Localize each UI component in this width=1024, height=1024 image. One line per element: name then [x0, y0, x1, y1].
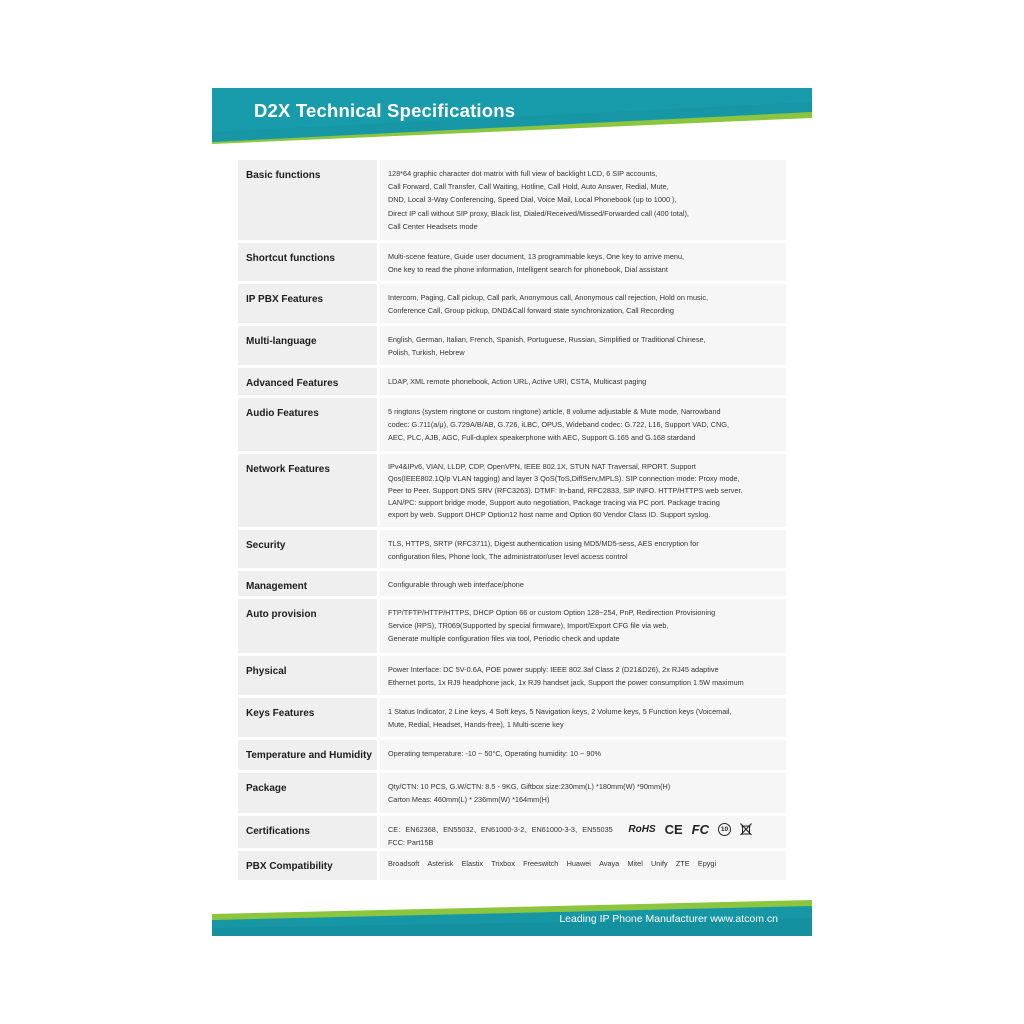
spec-label: Security	[238, 530, 377, 568]
spec-row-security	[238, 530, 786, 568]
spec-value	[380, 398, 786, 451]
spec-table	[238, 160, 786, 883]
spec-row-pbx-compatibility	[238, 851, 786, 880]
spec-line: Call Center Headsets mode	[388, 221, 478, 231]
spec-line: Call Forward, Call Transfer, Call Waiting, Hotline, Call Hold, Auto Answer, Redial, Mute,	[388, 182, 669, 192]
spec-line: Generate multiple configuration files via tool, Periodic check and update	[388, 634, 620, 644]
spec-value	[380, 698, 786, 737]
spec-row-shortcut-functions	[238, 243, 786, 281]
spec-line: AEC, PLC, AJB, AGC, Full-duplex speakerphone with AEC, Support G.165 and G.168 stardand	[388, 433, 696, 443]
ce-mark-icon: CE	[664, 822, 683, 837]
spec-line: FCC: Part15B	[388, 838, 434, 848]
spec-value	[380, 740, 786, 770]
spec-label: Multi-language	[238, 326, 377, 365]
pbx-item: Trixbox	[491, 859, 515, 868]
spec-row-ip-pbx-features	[238, 284, 786, 323]
spec-value	[380, 571, 786, 596]
spec-label: Management	[238, 571, 377, 596]
spec-line: Intercom, Paging, Call pickup, Call park, Anonymous call, Anonymous call rejection, Hold on music,	[388, 293, 708, 302]
pbx-item: ZTE	[675, 859, 690, 868]
spec-line: LAN/PC: support bridge mode, Support auto negotiation, Package tracing via PC port. Package tracing	[388, 498, 720, 507]
spec-line: Peer to Peer. Support DNS SRV (RFC3263). DTMF: In-band, RFC2833, SIP INFO. HTTP/HTTPS web server.	[388, 486, 743, 495]
spec-value	[380, 656, 786, 695]
spec-line: 128*64 graphic character dot matrix with full view of backlight LCD, 6 SIP accounts,	[388, 169, 658, 178]
spec-line: configuration files, Phone lock, The administrator/user level access control	[388, 552, 628, 562]
spec-line: Polish, Turkish, Hebrew	[388, 348, 465, 358]
spec-value	[380, 851, 786, 880]
spec-value	[380, 284, 786, 323]
spec-line: codec: G.711(a/μ), G.729A/B/AB, G.726, iLBC, OPUS, Wideband codec: G.722, L16, Support VAD, CNG,	[388, 420, 729, 430]
spec-label: Physical	[238, 656, 377, 695]
spec-line: IPv4&IPv6, VIAN, LLDP, CDP, OpenVPN, IEEE 802.1X, STUN NAT Traversal, RPORT. Support	[388, 462, 696, 471]
spec-row-network-features	[238, 454, 786, 527]
header-band	[212, 88, 812, 146]
spec-value	[380, 160, 786, 240]
spec-row-physical	[238, 656, 786, 695]
pbx-list	[388, 859, 786, 868]
page-title: D2X Technical Specifications	[254, 100, 516, 121]
spec-row-keys-features	[238, 698, 786, 737]
spec-label: Audio Features	[238, 398, 377, 451]
certification-logos	[628, 822, 752, 837]
spec-row-auto-provision	[238, 599, 786, 653]
pbx-item: Asterisk	[427, 859, 454, 868]
pbx-item: Unify	[651, 859, 668, 868]
fcc-mark-icon: FC	[691, 822, 709, 837]
spec-line: Ethernet ports, 1x RJ9 headphone jack, 1x RJ9 handset jack, Support the power consumption 1.5W maximum	[388, 678, 744, 688]
spec-line: Direct IP call without SIP proxy, Black list, Dialed/Received/Missed/Forwarded call (400 total),	[388, 208, 689, 218]
spec-line: Multi-scene feature, Guide user document, 13 programmable keys, One key to arrive menu,	[388, 252, 685, 261]
spec-row-package	[238, 773, 786, 813]
spec-label: Shortcut functions	[238, 243, 377, 281]
spec-line: English, German, Italian, French, Spanish, Portuguese, Russian, Simplified or Traditional Chinese,	[388, 335, 706, 344]
spec-value	[380, 454, 786, 527]
spec-line: Service (RPS), TR069(Supported by special firmware), Import/Export CFG file via web,	[388, 621, 669, 631]
spec-label: Advanced Features	[238, 368, 377, 395]
pbx-item: Broadsoft	[388, 859, 420, 868]
pbx-item: Elastix	[461, 859, 484, 868]
spec-line: Conference Call, Group pickup, DND&Call forward state synchronization, Call Recording	[388, 306, 674, 316]
spec-row-multi-language	[238, 326, 786, 365]
pbx-item: Avaya	[599, 859, 620, 868]
spec-row-management	[238, 571, 786, 596]
rohs-logo-icon: RoHS	[628, 824, 656, 835]
spec-label: Network Features	[238, 454, 377, 527]
spec-label: Certifications	[238, 816, 377, 848]
spec-line: FTP/TFTP/HTTP/HTTPS, DHCP Option 66 or custom Option 128~254, PnP, Redirection Provisioning	[388, 608, 716, 617]
spec-line: Configurable through web interface/phone	[388, 580, 524, 589]
spec-value	[380, 368, 786, 395]
spec-label: Package	[238, 773, 377, 813]
spec-line: 5 ringtons (system ringtone or custom ringtone) article, 8 volume adjustable & Mute mode, Narrowband	[388, 407, 721, 416]
spec-line: LDAP, XML remote phonebook, Action URL, Active URI, CSTA, Multicast paging	[388, 377, 647, 386]
spec-line: TLS, HTTPS, SRTP (RFC3711), Digest authentication using MD5/MD5-sess, AES encryption for	[388, 539, 699, 548]
spec-line: Carton Meas: 460mm(L) * 236mm(W) *164mm(H)	[388, 795, 550, 805]
footer-band	[212, 894, 812, 936]
spec-label: Temperature and Humidity	[238, 740, 377, 770]
environment-10-icon: 10	[718, 823, 731, 836]
spec-label: IP PBX Features	[238, 284, 377, 323]
spec-line: Power Interface: DC 5V-0.6A, POE power supply: IEEE 802.3af Class 2 (D21&D26), 2x RJ45 adaptive	[388, 665, 719, 674]
spec-line: Qty/CTN: 10 PCS, G.W/CTN: 8.5 - 9KG, Giftbox size:230mm(L) *180mm(W) *90mm(H)	[388, 782, 671, 791]
pbx-item: Huawei	[566, 859, 591, 868]
spec-value	[380, 326, 786, 365]
pbx-item: Freeswitch	[523, 859, 559, 868]
spec-line: export by web. Support DHCP Option12 host name and Option 60 Vendor Class ID. Support syslog.	[388, 510, 711, 519]
pbx-item: Mitel	[627, 859, 643, 868]
spec-label: Basic functions	[238, 160, 377, 240]
spec-row-basic-functions	[238, 160, 786, 240]
spec-line: One key to read the phone information, Intelligent search for phonebook, Dial assistant	[388, 265, 668, 275]
spec-line: Mute, Redial, Headset, Hands-free), 1 Multi-scene key	[388, 720, 564, 730]
spec-row-audio-features	[238, 398, 786, 451]
spec-line: CE：EN62368、EN55032、EN61000-3-2、EN61000-3-3、EN55035	[388, 825, 613, 834]
spec-value	[380, 773, 786, 813]
spec-value	[380, 816, 786, 848]
spec-line: Qos(IEEE802.1Q/p VLAN tagging) and layer 3 QoS(ToS,DiffServ,MPLS). SIP connection mode: Proxy mode,	[388, 474, 740, 483]
spec-label: PBX Compatibility	[238, 851, 377, 880]
spec-line: DND, Local 3-Way Conferencing, Speed Dial, Voice Mail, Local Phonebook (up to 1000 ),	[388, 195, 677, 205]
spec-line: 1 Status Indicator, 2 Line keys, 4 Soft keys, 5 Navigation keys, 2 Volume keys, 5 Function keys (Voicemail,	[388, 707, 732, 716]
spec-value	[380, 530, 786, 568]
spec-value	[380, 243, 786, 281]
spec-row-advanced-features	[238, 368, 786, 395]
footer-tagline: Leading IP Phone Manufacturer www.atcom.cn	[559, 913, 778, 925]
spec-value	[380, 599, 786, 653]
spec-row-certifications	[238, 816, 786, 848]
spec-row-temperature-humidity	[238, 740, 786, 770]
spec-sheet-page	[212, 88, 812, 936]
spec-label: Keys Features	[238, 698, 377, 737]
spec-line: Operating temperature: -10 ~ 50°C, Operating humidity: 10 ~ 90%	[388, 749, 602, 758]
weee-bin-icon	[740, 823, 752, 836]
spec-label: Auto provision	[238, 599, 377, 653]
pbx-item: Epygi	[697, 859, 717, 868]
